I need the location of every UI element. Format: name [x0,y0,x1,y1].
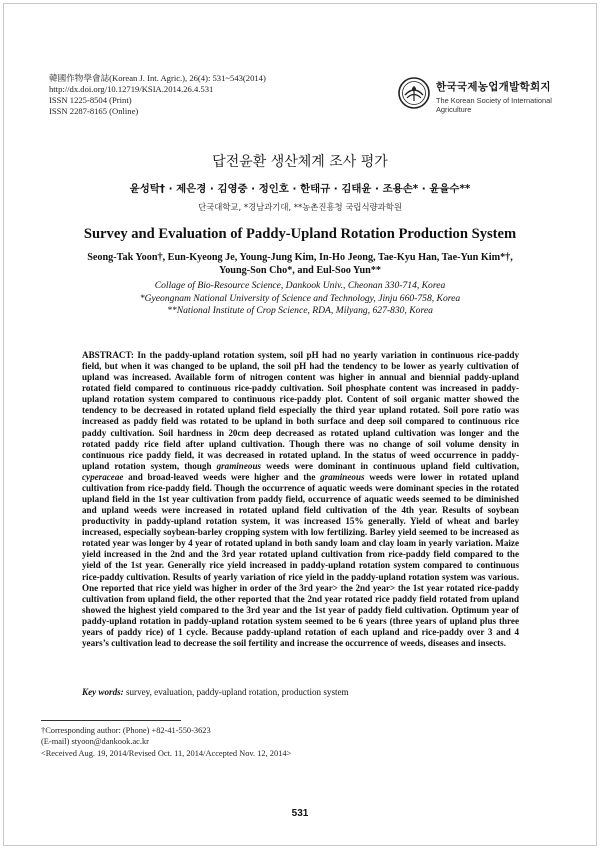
issn-online: ISSN 2287-8165 (Online) [49,106,139,116]
title-english: Survey and Evaluation of Paddy-Upland Rotation Production System [83,226,517,242]
affiliation-gyeongnam: *Gyeongnam National University of Science and Technology, Jinju 660-758, Korea [139,292,461,304]
society-emblem-icon [398,77,430,109]
page-number: 531 [291,808,309,819]
authors-english [80,252,520,277]
footnote-divider [41,720,181,721]
authors-english-line-2: Young-Son Cho*, and Eul-Soo Yun** [218,264,382,276]
society-name-kr: 한국국제농업개발학회지 [436,81,551,93]
title-korean: 답전윤환 생산체계 조사 평가 [212,154,388,170]
corresponding-author: †Corresponding author: (Phone) +82-41-550-3623 [41,726,211,735]
affiliation-nics: **National Institute of Crop Science, RDA, Milyang, 627-830, Korea [167,305,433,317]
abstract-label: ABSTRACT: [82,350,134,360]
abstract-text: In the paddy-upland rotation system, soil pH had no yearly variation in continuous rice-paddy field, but when it was changed to be upland, the soil pH had the tendency to be lower as yearly cultivation of upland was increased. Available form of nitrogen content was higher in annual and biennial paddy-upland rotated field compared to continuous rice-paddy cultivation. Soil phosphate content was increased in paddy-upland rotation system compared to continuous rice-paddy plot. Content of soil organic matter showed the tendency to be decreased in rotated upland field especially the third year upland rotated. Soil pore ratio was increased as paddy field was rotated to be upland in both surface and deep soil compared to continuous rice paddy cultivation. Soil hardness in 20cm deep decreased as rotated upland cultivation was longer and the rotated paddy rice field after upland cultivation. Though there was no change of soil volume density in continuous rice paddy field, it was decreased in rotated upland. In the status of weed occurrence in paddy-upland rotation system, though [82,350,519,471]
abstract-text: and broad-leaved weeds were higher and the [123,471,321,482]
journal-header [49,73,266,117]
society-name-block [436,79,556,114]
issn-print: ISSN 1225-8504 (Print) [49,95,132,105]
authors-korean: 윤성탁† · 제은경 · 김영중 · 정인호 · 한태규 · 김태윤 · 조용손* · 윤을수** [129,183,471,195]
journal-citation: 韓國作物學會誌(Korean J. Int. Agric.), 26(4): 531~543(2014) [49,73,266,83]
abstract-term: gramineous [320,471,365,482]
abstract-text: weeds were dominant in continuous upland field cultivation, [261,460,519,471]
keywords-label: Key words: [82,687,124,697]
abstract-text: weeds were lower in rotated upland cultivation from rice-paddy field. Though the occurrence of aquatic weeds were dominant species in the rotated upland field in the 1st year cultivation from paddy field, occurrence of aquatic weeds seemed to be diminished and upland weeds were increased in rotated upland field cultivation of the 4th year. Results of soybean productivity in paddy-upland rotation system, it was increased 15% generally. Yield of wheat and barley increased, especially soybean-barley cropping system with low fertilizing. Barley yield seemed to be increased as rotated year was longer by 4 year of rotated upland in both sandy loam and clay loam in yearly variation. Maize yield increased in the 2nd and the 3rd year rotated upland cultivation from rice-paddy field compared to the yield of the 1st year. Generally rice yield increased in paddy-upland rotation system compared to continuous rice-paddy cultivation. Results of yearly variation of rice yield in the paddy-upland rotation system was various. One reported that rice yield was higher in order of the 3rd year> the 2nd year> the 1st year rotated rice-paddy cultivation from upland field, the other reported that the 2nd year rotated rice paddy field rotated from upland showed the highest yield compared to the 3rd year and the 1st year of paddy field cultivation. Optimum year of paddy-upland rotation in paddy-upland rotation system seemed to be 6 years (three years of upland plus three years of paddy rice) of 1 cycle. Because paddy-upland rotation of each upland and rice-paddy over 3 and 4 years’s cultivation lead to decrease the soil fertility and increase the occurrence of weeds, diseases and insects. [82,471,519,649]
abstract-term: cyperaceae [82,471,124,482]
received-dates: <Received Aug. 19, 2014/Revised Oct. 11, 2014/Accepted Nov. 12, 2014> [41,748,292,758]
footnotes [41,725,291,759]
authors-english-line-1: Seong-Tak Yoon†, Eun-Kyeong Je, Young-Jung Kim, In-Ho Jeong, Tae-Kyu Han, Tae-Yun Kim*†, [87,252,513,263]
affiliation-dankook: Collage of Bio-Resource Science, Dankook Univ., Cheonan 330-714, Korea [154,280,446,291]
affiliations-korean: 단국대학교, *경남과기대, **농촌진흥청 국립식량과학원 [198,202,402,212]
affiliations-english [0,280,600,318]
keywords-text: survey, evaluation, paddy-upland rotation, production system [123,687,349,697]
abstract [82,350,519,649]
society-name-en: The Korean Society of International Agriculture [436,96,552,114]
author-email[interactable]: (E-mail) styoon@dankook.ac.kr [41,737,149,747]
doi-link[interactable]: http://dx.doi.org/10.12719/KSIA.2014.26.4.531 [49,84,214,94]
abstract-term: gramineous [216,460,262,471]
keywords [82,687,349,697]
